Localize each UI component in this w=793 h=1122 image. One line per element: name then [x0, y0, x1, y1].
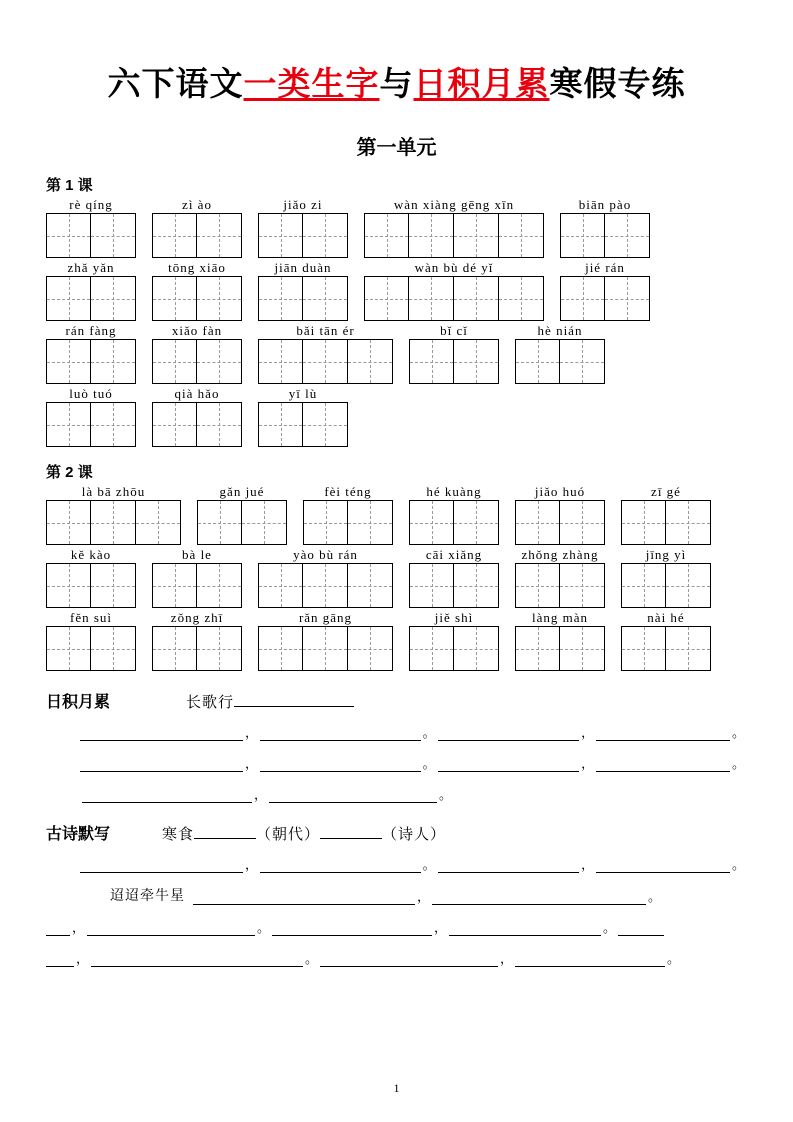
grid-cell[interactable]: [454, 626, 499, 671]
character-grid[interactable]: [409, 563, 499, 608]
grid-cell[interactable]: [258, 339, 303, 384]
title-part-2: 与: [379, 65, 414, 102]
grid-cell[interactable]: [46, 213, 91, 258]
grid-cell[interactable]: [46, 276, 91, 321]
word-item: [560, 260, 650, 321]
write-blank[interactable]: [596, 758, 730, 772]
grid-cell[interactable]: [560, 213, 605, 258]
character-grid[interactable]: [152, 563, 242, 608]
pinyin-label: jié rán: [585, 260, 625, 275]
grid-cell[interactable]: [91, 213, 136, 258]
grid-cell[interactable]: [409, 563, 454, 608]
grid-cell[interactable]: [666, 500, 711, 545]
write-blank[interactable]: [432, 891, 646, 905]
word-item: [621, 610, 711, 671]
character-grid[interactable]: [515, 563, 605, 608]
grid-cell[interactable]: [46, 500, 91, 545]
pinyin-label: rǎn gāng: [298, 610, 353, 625]
grid-cell[interactable]: [152, 276, 197, 321]
word-item: [152, 610, 242, 671]
grid-cell[interactable]: [560, 563, 605, 608]
answer-line: ， 。 ， 。: [46, 753, 747, 772]
grid-cell[interactable]: [91, 626, 136, 671]
grid-cell[interactable]: [303, 213, 348, 258]
character-grid[interactable]: [46, 339, 136, 384]
character-grid[interactable]: [560, 276, 650, 321]
grid-cell[interactable]: [197, 339, 242, 384]
pinyin-label: hè nián: [537, 323, 583, 338]
write-blank[interactable]: [193, 891, 415, 905]
character-grid[interactable]: [46, 276, 136, 321]
character-grid[interactable]: [515, 339, 605, 384]
pinyin-label: qià hǎo: [174, 386, 220, 401]
page-title: [46, 58, 747, 105]
pinyin-label: gǎn jué: [219, 484, 265, 499]
pinyin-label: bà le: [182, 547, 212, 562]
word-item: [152, 197, 242, 258]
pinyin-label: yī lù: [288, 386, 318, 401]
write-blank[interactable]: [438, 727, 580, 741]
grid-cell[interactable]: [197, 402, 242, 447]
title-part-3: 寒假专练: [549, 65, 686, 102]
character-grid[interactable]: [258, 213, 348, 258]
grid-cell[interactable]: [409, 500, 454, 545]
pinyin-label: zhǎ yǎn: [67, 260, 115, 275]
character-grid[interactable]: [515, 500, 605, 545]
write-blank[interactable]: [596, 727, 730, 741]
answer-line: ， 。: [46, 784, 747, 803]
word-item: [152, 547, 242, 608]
word-item: [258, 197, 348, 258]
grid-cell[interactable]: [46, 563, 91, 608]
poet-blank[interactable]: [320, 838, 382, 839]
pinyin-label: rán fàng: [65, 323, 117, 338]
pinyin-label: jiǎo huó: [534, 484, 586, 499]
answer-line: ， 。 ， 。: [46, 948, 747, 967]
character-grid[interactable]: [515, 626, 605, 671]
character-grid[interactable]: [409, 626, 499, 671]
character-grid[interactable]: [409, 500, 499, 545]
poem-author-blank[interactable]: [234, 706, 354, 707]
answer-line: ， 。 ， 。: [46, 854, 747, 873]
grid-cell[interactable]: [409, 213, 454, 258]
word-item: [258, 323, 393, 384]
grid-cell[interactable]: [621, 563, 666, 608]
grid-cell[interactable]: [454, 339, 499, 384]
write-blank[interactable]: [449, 922, 601, 936]
poem-title-text: 长歌行: [186, 695, 235, 711]
pinyin-label: là bā zhōu: [81, 484, 146, 499]
character-grid[interactable]: [46, 402, 136, 447]
character-grid[interactable]: [409, 339, 499, 384]
write-blank[interactable]: [82, 789, 252, 803]
character-grid[interactable]: [258, 563, 393, 608]
grid-cell[interactable]: [605, 213, 650, 258]
grid-cell[interactable]: [152, 563, 197, 608]
grid-cell[interactable]: [560, 626, 605, 671]
grid-cell[interactable]: [560, 339, 605, 384]
word-row: [46, 386, 747, 447]
word-item: [515, 484, 605, 545]
write-blank[interactable]: [260, 758, 421, 772]
word-item: [152, 260, 242, 321]
grid-cell[interactable]: [303, 500, 348, 545]
pinyin-label: jīng yì: [645, 547, 687, 562]
character-grid[interactable]: [364, 213, 544, 258]
character-grid[interactable]: [152, 213, 242, 258]
dynasty-note: （朝代）: [256, 827, 321, 843]
grid-cell[interactable]: [197, 626, 242, 671]
word-item: [258, 386, 348, 447]
character-grid[interactable]: [46, 213, 136, 258]
word-item: [152, 323, 242, 384]
word-item: [409, 484, 499, 545]
word-row: [46, 484, 747, 545]
character-grid[interactable]: [621, 500, 711, 545]
grid-cell[interactable]: [560, 500, 605, 545]
word-row: [46, 323, 747, 384]
grid-cell[interactable]: [515, 500, 560, 545]
grid-cell[interactable]: [303, 402, 348, 447]
pinyin-label: fěn suì: [69, 610, 113, 625]
write-blank[interactable]: [80, 859, 243, 873]
grid-cell[interactable]: [303, 626, 348, 671]
second-poem-title: 迢迢牵牛星: [110, 889, 185, 904]
character-grid[interactable]: [152, 402, 242, 447]
grid-cell[interactable]: [348, 339, 393, 384]
pinyin-label: xiǎo fàn: [171, 323, 223, 338]
pinyin-label: luò tuó: [69, 386, 113, 401]
word-item: [46, 197, 136, 258]
word-row: [46, 260, 747, 321]
dictation-answer-lines: [46, 854, 747, 967]
pinyin-label: làng màn: [531, 610, 588, 625]
grid-cell[interactable]: [258, 626, 303, 671]
word-item: [515, 610, 605, 671]
write-blank[interactable]: [260, 727, 421, 741]
grid-cell[interactable]: [409, 276, 454, 321]
pinyin-label: bǎi tān ér: [296, 323, 355, 338]
answer-line: ， 。 ， 。: [46, 917, 747, 936]
grid-cell[interactable]: [197, 276, 242, 321]
grid-cell[interactable]: [454, 213, 499, 258]
grid-cell[interactable]: [46, 626, 91, 671]
grid-cell[interactable]: [152, 213, 197, 258]
word-item: [364, 260, 544, 321]
word-item: [409, 323, 499, 384]
grid-cell[interactable]: [364, 213, 409, 258]
word-item: [515, 323, 605, 384]
pinyin-label: hé kuàng: [426, 484, 482, 499]
character-grid[interactable]: [621, 626, 711, 671]
word-item: [46, 547, 136, 608]
pinyin-label: kě kào: [70, 547, 112, 562]
write-blank[interactable]: [515, 953, 665, 967]
write-blank[interactable]: [438, 758, 580, 772]
pinyin-label: biān pào: [578, 197, 632, 212]
character-grid[interactable]: [152, 626, 242, 671]
character-grid[interactable]: [258, 339, 393, 384]
word-item: [46, 386, 136, 447]
word-item: [152, 386, 242, 447]
grid-cell[interactable]: [666, 626, 711, 671]
write-blank[interactable]: [438, 859, 580, 873]
answer-line: 迢迢牵牛星 ， 。: [46, 885, 747, 905]
grid-cell[interactable]: [454, 276, 499, 321]
poet-note: （诗人）: [382, 827, 447, 843]
character-grid[interactable]: [46, 500, 181, 545]
character-grid[interactable]: [621, 563, 711, 608]
pinyin-label: wàn bù dé yǐ: [414, 260, 494, 275]
grid-cell[interactable]: [91, 563, 136, 608]
word-row: [46, 547, 747, 608]
lesson-label-2: 第 2 课: [46, 464, 93, 481]
grid-cell[interactable]: [258, 402, 303, 447]
character-grid[interactable]: [197, 500, 287, 545]
title-part-1: 六下语文: [107, 65, 244, 102]
grid-cell[interactable]: [560, 276, 605, 321]
pinyin-label: fèi téng: [324, 484, 372, 499]
character-grid[interactable]: [46, 626, 136, 671]
grid-cell[interactable]: [91, 276, 136, 321]
grid-cell[interactable]: [515, 626, 560, 671]
grid-cell[interactable]: [46, 402, 91, 447]
grid-cell[interactable]: [499, 276, 544, 321]
pinyin-label: nài hé: [647, 610, 685, 625]
pinyin-label: zī gé: [651, 484, 681, 499]
grid-cell[interactable]: [258, 563, 303, 608]
accumulation-title: 日积月累: [46, 694, 111, 711]
word-item: [515, 547, 605, 608]
write-blank[interactable]: [80, 758, 243, 772]
grid-cell[interactable]: [258, 213, 303, 258]
grid-cell[interactable]: [303, 563, 348, 608]
character-grid[interactable]: [258, 402, 348, 447]
character-grid[interactable]: [258, 276, 348, 321]
word-item: [258, 260, 348, 321]
grid-cell[interactable]: [258, 276, 303, 321]
page-number: 1: [393, 1081, 400, 1095]
character-grid[interactable]: [258, 626, 393, 671]
write-blank[interactable]: [269, 789, 437, 803]
grid-cell[interactable]: [197, 563, 242, 608]
pinyin-label: jiǎo zi: [283, 197, 323, 212]
pinyin-label: bǐ cǐ: [440, 323, 468, 338]
write-blank[interactable]: [618, 922, 664, 936]
pinyin-label: jiě shì: [434, 610, 474, 625]
grid-cell[interactable]: [666, 563, 711, 608]
accumulation-answer-lines: [46, 722, 747, 803]
word-item: [258, 610, 393, 671]
grid-cell[interactable]: [621, 626, 666, 671]
word-item: [46, 260, 136, 321]
write-blank[interactable]: [80, 727, 243, 741]
word-row: [46, 197, 747, 258]
grid-cell[interactable]: [197, 500, 242, 545]
pinyin-label: rè qíng: [69, 197, 113, 212]
word-item: [303, 484, 393, 545]
character-grid[interactable]: [560, 213, 650, 258]
dynasty-blank[interactable]: [194, 838, 256, 839]
word-item: [197, 484, 287, 545]
word-item: [409, 547, 499, 608]
lesson-label-1: 第 1 课: [46, 177, 93, 194]
grid-cell[interactable]: [152, 626, 197, 671]
word-item: [560, 197, 650, 258]
word-item: [621, 484, 711, 545]
write-blank[interactable]: [87, 922, 255, 936]
word-item: [258, 547, 393, 608]
answer-line: ， 。 ， 。: [46, 722, 747, 741]
grid-cell[interactable]: [91, 402, 136, 447]
character-grid[interactable]: [152, 339, 242, 384]
word-item: [46, 323, 136, 384]
grid-cell[interactable]: [348, 626, 393, 671]
grid-cell[interactable]: [152, 339, 197, 384]
write-blank[interactable]: [596, 859, 730, 873]
character-grid[interactable]: [364, 276, 544, 321]
dictation-section-header: [46, 821, 747, 844]
grid-cell[interactable]: [515, 563, 560, 608]
pinyin-label: zhǒng zhàng: [521, 547, 599, 562]
character-grid[interactable]: [46, 563, 136, 608]
grid-cell[interactable]: [303, 339, 348, 384]
write-blank[interactable]: [91, 953, 303, 967]
dictation-poem-title: 寒食: [162, 827, 195, 843]
grid-cell[interactable]: [303, 276, 348, 321]
write-blank[interactable]: [272, 922, 432, 936]
grid-cell[interactable]: [499, 213, 544, 258]
write-blank[interactable]: [320, 953, 498, 967]
word-item: [409, 610, 499, 671]
grid-cell[interactable]: [364, 276, 409, 321]
dictation-poem-label: [162, 823, 446, 844]
word-item: [364, 197, 544, 258]
word-item: [46, 610, 136, 671]
dictation-title: 古诗默写: [46, 826, 111, 843]
write-blank[interactable]: [260, 859, 421, 873]
grid-cell[interactable]: [197, 213, 242, 258]
grid-cell[interactable]: [348, 563, 393, 608]
grid-cell[interactable]: [621, 500, 666, 545]
write-blank[interactable]: [46, 953, 74, 967]
character-grid[interactable]: [303, 500, 393, 545]
pinyin-label: zǒng zhī: [170, 610, 224, 625]
unit-title: 第一单元: [356, 137, 437, 159]
word-item: [46, 484, 181, 545]
title-highlight-1: 一类生字: [243, 65, 380, 102]
character-grid[interactable]: [152, 276, 242, 321]
grid-cell[interactable]: [605, 276, 650, 321]
pinyin-label: tōng xiāo: [168, 260, 226, 275]
pinyin-label: cāi xiǎng: [425, 547, 483, 562]
grid-cell[interactable]: [409, 626, 454, 671]
grid-cell[interactable]: [91, 500, 136, 545]
grid-cell[interactable]: [454, 563, 499, 608]
pinyin-label: zì ào: [182, 197, 212, 212]
pinyin-label: jiān duàn: [274, 260, 332, 275]
accumulation-section-header: [46, 689, 747, 712]
title-highlight-2: 日积月累: [413, 65, 550, 102]
accumulation-poem-label: [186, 691, 354, 712]
grid-cell[interactable]: [91, 339, 136, 384]
grid-cell[interactable]: [454, 500, 499, 545]
grid-cell[interactable]: [152, 402, 197, 447]
grid-cell[interactable]: [409, 339, 454, 384]
grid-cell[interactable]: [136, 500, 181, 545]
grid-cell[interactable]: [242, 500, 287, 545]
grid-cell[interactable]: [46, 339, 91, 384]
grid-cell[interactable]: [515, 339, 560, 384]
grid-cell[interactable]: [348, 500, 393, 545]
word-row: [46, 610, 747, 671]
word-item: [621, 547, 711, 608]
pinyin-label: wàn xiàng gēng xīn: [393, 197, 515, 212]
pinyin-label: yào bù rán: [293, 547, 358, 562]
write-blank[interactable]: [46, 922, 70, 936]
